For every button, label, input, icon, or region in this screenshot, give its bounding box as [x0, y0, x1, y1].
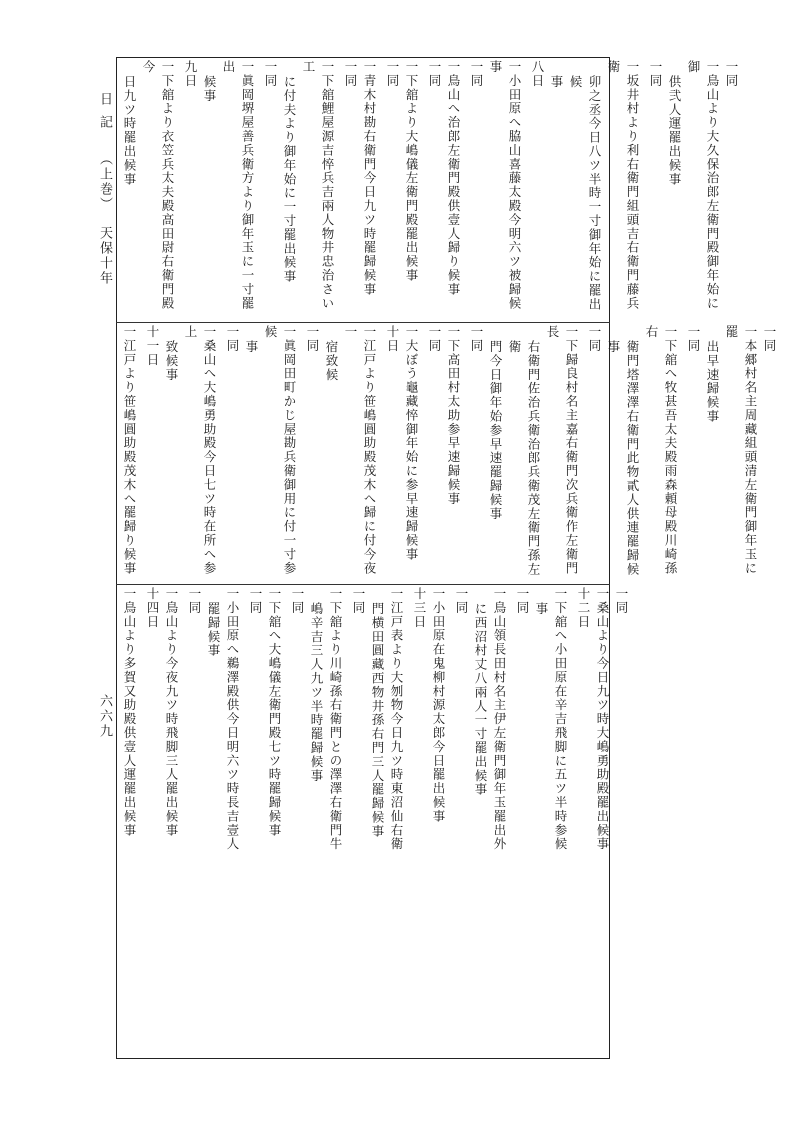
text-column: 一鳥山領長田村名主伊左衛門御年玉罷出外 [492, 587, 507, 852]
text-column: 一下舘へ牧甚吾太夫殿雨森頼母殿川崎孫右 [644, 325, 678, 576]
text-column: 事 [549, 75, 564, 89]
text-column: 候事 [202, 75, 217, 103]
text-column: 九日 [183, 60, 198, 88]
lower-band-columns [120, 587, 631, 857]
text-column: 卯之丞今日八ツ半時一寸御年始に罷出候 [568, 75, 602, 312]
text-column: 一桑山より今日九ツ時大嶋勇助殿罷出候事 [595, 587, 610, 852]
text-column: 門今日御年始参早速罷歸候事 [488, 340, 503, 521]
text-column: 一眞岡田町かじ屋勘兵衛御用に付一寸参候 [263, 325, 297, 576]
book-title: 日記 [97, 92, 112, 138]
text-column: 嶋辛吉三人九ツ半時罷歸候事 [309, 602, 324, 783]
text-column: 十四日 [145, 587, 160, 629]
text-column: 一同 [427, 325, 442, 353]
text-column: 一鳥山より大久保治郎左衛門殿御年始に御 [686, 60, 720, 311]
text-column: 一江戸より笹嶋圓助殿茂木へ罷歸り候事 [122, 325, 137, 576]
text-column: 一同 [248, 587, 263, 615]
text-column: 一下舘へ小田原在辛吉飛脚に五ツ半時参候 [553, 587, 568, 852]
text-column: 十二日 [576, 587, 591, 629]
text-column: 宿致候 [324, 340, 339, 382]
text-column: 八日 [530, 60, 545, 88]
text-column: 一小田原在鬼柳村源太郎今日罷出候事 [431, 587, 446, 824]
text-column: 一同 [305, 325, 320, 353]
text-column: 一坂井村より利右衛門組頭吉右衛門藤兵衛 [606, 60, 640, 311]
text-column: 一同 [225, 325, 240, 353]
band-divider [116, 584, 610, 585]
volume-label: （上巻） [97, 152, 112, 212]
text-column: 出早速歸候事 [705, 340, 720, 424]
middle-band [120, 325, 777, 582]
text-column: 一同 [587, 325, 602, 353]
text-column: 一同 [187, 587, 202, 615]
text-column: 罷歸候事 [206, 602, 221, 658]
text-column: 一大ぼう龜藏悴御年始に参早速歸候事 [404, 325, 419, 562]
band-divider [116, 322, 610, 323]
text-column: 一小田原へ脇山喜藤太殿今明六ツ被歸候事 [488, 60, 522, 311]
running-header [90, 92, 114, 286]
text-column: 事 [244, 340, 259, 354]
text-column: 一同 [515, 587, 530, 615]
upper-band-columns [120, 60, 741, 320]
lower-band [120, 587, 629, 857]
text-column: 一本郷村名主周藏組頭清左衛門御年玉に罷 [724, 325, 758, 576]
text-column: 一下舘より衣笠兵太夫殿高田尉右衛門殿今 [141, 60, 175, 311]
text-column: 一下舘より大嶋儀左衛門殿罷出候事 [404, 60, 419, 283]
text-column: 一江戸表より大刎物今日九ツ時東沼仙右衛 [389, 587, 404, 852]
page-number: 六六九 [97, 694, 112, 739]
text-column: 一同 [686, 325, 701, 353]
text-column: 衛門塔澤澤右衛門此物貳人供連罷歸候事 [606, 340, 640, 577]
text-column: 門横田圓藏西物井孫右門三人罷歸候事 [370, 602, 385, 839]
text-column: 一同 [385, 60, 400, 88]
text-column: 十一日 [145, 325, 160, 367]
text-column: 一同 [343, 60, 358, 88]
text-column: 一鳥山へ治郎左衛門殿供壹人歸り候事 [446, 60, 461, 297]
text-column: 一同 [614, 587, 629, 615]
text-column: 一下舘鯉屋源吉悴兵吉兩人物井忠治さい工 [301, 60, 335, 311]
era-year: 天保十年 [97, 226, 112, 286]
text-column: 十三日 [412, 587, 427, 629]
text-column: 事 [534, 602, 549, 616]
text-column: 供弐人運罷出候事 [667, 75, 682, 187]
text-column: 一鳥山より多賀又助殿供壹人運罷出候事 [122, 587, 137, 838]
text-column: 一桑山へ大嶋勇助殿今日七ツ時在所へ参上 [183, 325, 217, 576]
text-column: 一同 [427, 60, 442, 88]
text-column: 一青木村勘右衛門今日九ツ時罷歸候事 [362, 60, 377, 297]
text-column: 一同 [469, 60, 484, 88]
text-column: 一下高田村太助参早速歸候事 [446, 325, 461, 506]
text-column: 一同 [648, 60, 663, 88]
text-column: 一同 [263, 60, 278, 88]
text-column: 日九ツ時罷出候事 [122, 75, 137, 187]
text-column: 一小田原へ鵜澤殿供今日明六ツ時長吉壹人 [225, 587, 240, 852]
text-column: 一下舘へ大嶋儀左衛門殿七ツ時罷歸候事 [267, 587, 282, 838]
text-column: 一同 [454, 587, 469, 615]
text-column: に付夫より御年始に一寸罷出候事 [282, 75, 297, 284]
text-column: 一江戸より笹嶋圓助殿茂木へ歸に付今夜一 [343, 325, 377, 576]
text-column: に西沼村丈八兩人一寸罷出候事 [473, 602, 488, 797]
text-column: 右衛門佐治兵衛治郎兵衛茂左衛門孫左衛 [507, 340, 541, 577]
text-column: 一同 [762, 325, 777, 353]
middle-band-columns [120, 325, 779, 582]
text-column: 致候事 [164, 340, 179, 382]
text-column: 一同 [290, 587, 305, 615]
text-column: 一下舘より川崎孫右衛門との澤澤右衛門牛 [328, 587, 343, 852]
text-column: 一同 [724, 60, 739, 88]
upper-band [120, 60, 739, 320]
text-column: 一同 [469, 325, 484, 353]
text-column: 十日 [385, 325, 400, 353]
text-column: 一同 [351, 587, 366, 615]
text-column: 一鳥山より今夜九ツ時飛脚三人罷出候事 [164, 587, 179, 838]
text-column: 一眞岡堺屋善兵衛方より御年玉に一寸罷出 [221, 60, 255, 311]
text-column: 一下歸良村名主嘉右衛門次兵衛作左衛門長 [545, 325, 579, 576]
